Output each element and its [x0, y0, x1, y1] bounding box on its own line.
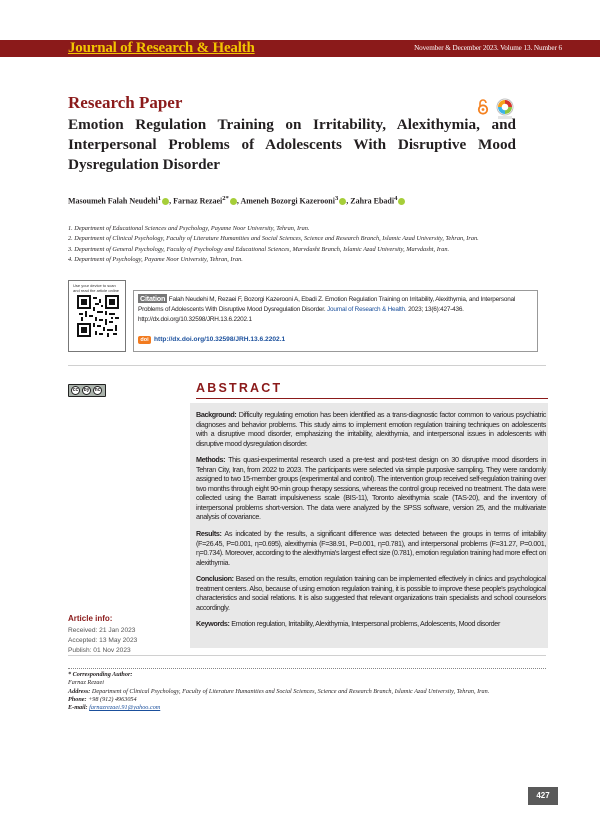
attribution-icon: by	[83, 387, 90, 393]
qr-label: Use your device to scan and read the article online	[73, 283, 120, 293]
affiliation-item: 3. Department of General Psychology, Faculty of Psychology and Educational Sciences, Marvdasht Branch, Islamic Azad University, Marvdasht, Iran.	[68, 245, 450, 253]
journal-name[interactable]: Journal of Research & Health	[68, 40, 255, 56]
paper-type: Research Paper	[68, 93, 183, 112]
cc-icon: cc	[72, 387, 79, 393]
email-label: E-mail:	[68, 704, 88, 712]
conclusion-label: Conclusion:	[196, 574, 234, 584]
conclusion-text: Based on the results, emotion regulation training can be implemented effectively in clinics and psychological treatment centers. Also, because of using emotion regulation training, it is possible to improve these people's psychological characteristics and social relations. It is also suggested that relevant organizations train specialists and school counselors accordingly.	[196, 574, 546, 612]
citation-volume-doi: 2023; 13(6):427-436. http://dx.doi.org/10.32598/JRH.13.6.2202.1	[138, 306, 464, 323]
citation-text	[138, 294, 533, 325]
affiliation-item: 2. Department of Clinical Psychology, Faculty of Literature Humanities and Social Sciences, Science and Research Branch, Islamic Azad University, Tehran, Iran.	[68, 235, 479, 243]
doi-link[interactable]: http://dx.doi.org/10.32598/JRH.13.6.2202.1	[154, 336, 286, 343]
author-name: Masoumeh Falah Neudehi	[68, 196, 158, 206]
author-affiliation-sup: 1	[157, 195, 162, 202]
open-access-icon	[477, 99, 489, 115]
methods-text: This quasi-experimental research used a pre-test and post-test design on 30 disruptive mood disorders in Tehran City, Iran, from 2022 to 2023. The participants were selected via simple purposive sampling. They were randomly assigned to two 15-member groups (experimental and control). The intervention group received self-regulation training over two months through eight 90-min group therapy sessions, whereas the control group received no treatment. The data were collected using the Barratt impulsiveness scale (BIS-11), Toronto alexithymia scale (TAS-20), and the inventory of interpersonal problems short-version. The data were analyzed by the SPSS software, version 25, and the multivariate analysis of covariance.	[196, 455, 546, 522]
published-date: Publish: 01 Nov 2023	[68, 647, 131, 654]
received-date: Received: 21 Jan 2023	[68, 627, 136, 634]
address-label: Address:	[68, 687, 91, 695]
keywords-label: Keywords:	[196, 619, 230, 629]
qr-code-box[interactable]	[68, 280, 126, 352]
author-name: Zahra Ebadi	[350, 196, 395, 206]
abstract-body	[196, 410, 546, 636]
abstract-methods	[196, 455, 546, 522]
author-affiliation-sup: 2*	[222, 195, 229, 202]
non-commercial-icon: nc	[94, 387, 101, 393]
corresponding-author	[68, 671, 538, 712]
corresponding-name: Farnaz Rezaei	[68, 679, 104, 687]
article-title: Emotion Regulation Training on Irritability, Alexithymia, and Interpersonal Problems of Adolescents With Disruptive Mood Dysregulation Disorder	[68, 116, 516, 173]
results-label: Results:	[196, 529, 222, 539]
issue-info: November & December 2023. Volume 13. Number 6	[414, 44, 562, 52]
affiliation-item: 1. Department of Educational Sciences and Psychology, Payame Noor University, Tehran, Iran.	[68, 225, 310, 232]
author-affiliation-sup: 3	[334, 195, 339, 202]
phone-text: +98 (912) 4963054	[88, 695, 137, 703]
abstract-background	[196, 410, 546, 448]
keywords-text: Emotion regulation, Irritability, Alexithymia, Interpersonal problems, Adolescents, Mood disorder	[231, 619, 500, 629]
email-link[interactable]: farnazrezaei.91@yahoo.com	[89, 704, 161, 712]
qr-code-icon	[77, 295, 119, 337]
corresponding-divider	[68, 668, 546, 669]
corresponding-phone	[68, 696, 538, 704]
author-name: Ameneh Bozorgi Kazerooni	[240, 196, 335, 206]
methods-label: Methods:	[196, 455, 226, 465]
author-name: Farnaz Rezaei	[173, 196, 223, 206]
affiliation-item: 4. Department of Psychology, Payame Noor University, Tehran, Iran.	[68, 255, 243, 263]
orcid-icon[interactable]	[162, 198, 169, 205]
creative-commons-license-badge[interactable]	[68, 384, 106, 397]
article-info-heading: Article info:	[68, 614, 113, 623]
author-list: Masoumeh Falah Neudehi$^1$ , Farnaz Rezaei$^{2*}$ , Ameneh Bozorgi Kazerooni$^3$ , Zahra Ebadi$^4$	[68, 195, 538, 206]
orcid-icon[interactable]	[230, 198, 237, 205]
abstract-underline	[196, 398, 548, 399]
orcid-icon[interactable]	[398, 198, 405, 205]
corresponding-heading: * Corresponding Author:	[68, 671, 133, 678]
orcid-icon[interactable]	[339, 198, 346, 205]
abstract-results	[196, 529, 546, 567]
abstract-conclusion	[196, 574, 546, 612]
phone-label: Phone:	[68, 695, 87, 703]
page-number: 427	[528, 787, 558, 805]
abstract-keywords	[196, 619, 546, 629]
background-text: Difficulty regulating emotion has been identified as a trans-diagnostic factor common to various psychiatric diagnoses and behavior problems. This study aims to implement emotion regulation training techniques on adolescents with a disruptive mood disorder, emphasizing the irritability, alexithymia, and interpersonal issues in adolescents with disruptive mood dysregulation disorder.	[196, 410, 546, 448]
citation-body: Falah Neudehi M, Rezaei F, Bozorgi Kazerooni A, Ebadi Z. Emotion Regulation Training on Irritability, Alexithymia, and Interpersonal Problems of Adolescents With Disruptive Mood Dysregulation Disorder.	[138, 296, 516, 313]
section-divider	[68, 365, 546, 366]
corresponding-address	[68, 688, 538, 696]
affiliation-list	[68, 224, 548, 265]
background-label: Background:	[196, 410, 237, 419]
section-divider	[68, 655, 546, 656]
citation-label: Citation	[140, 294, 166, 303]
accepted-date: Accepted: 13 May 2023	[68, 637, 138, 644]
author-affiliation-sup: 4	[394, 195, 398, 202]
citation-journal-link[interactable]: Journal of Research & Health.	[327, 306, 407, 313]
address-text: Department of Clinical Psychology, Faculty of Literature Humanities and Social Sciences, Science and Research Branch, Islamic Azad University, Tehran, Iran.	[91, 687, 490, 695]
results-text: As indicated by the results, a significant difference was detected between the groups in terms of irritability (F=26.45, P=0.001, η=0.695), alexithymia (F=38.91, P=0.001, η=0.781), and interpersonal problems (F=31.27, P=0.001, η=0.734). Moreover, according to the alexithymia's largest effect size (0.781), emotion regulation training had more effect on alexithymia.	[196, 529, 546, 567]
doi-icon: doi	[138, 336, 151, 344]
doi-row	[138, 336, 285, 344]
article-dates	[68, 626, 137, 656]
corresponding-email	[68, 704, 538, 712]
abstract-heading: ABSTRACT	[196, 381, 283, 395]
